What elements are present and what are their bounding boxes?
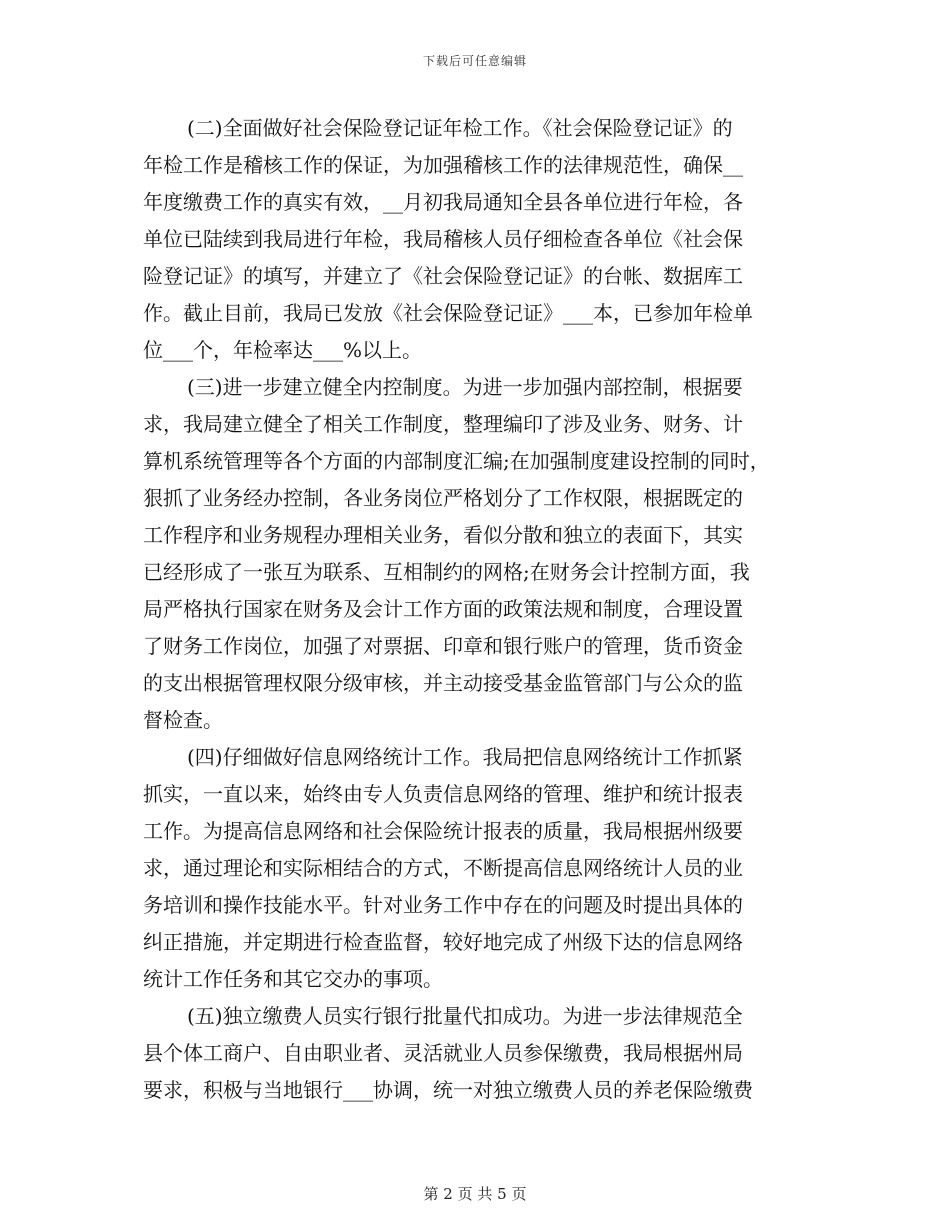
paragraph-line: 求，通过理论和实际相结合的方式，不断提高信息网络统计人员的业	[143, 856, 743, 880]
paragraph-first-line: (五)独立缴费人员实行银行批量代扣成功。为进一步法律规范全	[187, 1004, 743, 1028]
page-footer-pagination: 第 2 页 共 5 页	[423, 1185, 527, 1203]
paragraph-first-line: (二)全面做好社会保险登记证年检工作。《社会保险登记证》的	[187, 116, 733, 140]
paragraph-line: 的支出根据管理权限分级审核，并主动接受基金监管部门与公众的监	[143, 671, 743, 695]
paragraph-line: 了财务工作岗位，加强了对票据、印章和银行账户的管理，货币资金	[143, 634, 743, 658]
paragraph-line: 狠抓了业务经办控制，各业务岗位严格划分了工作权限，根据既定的	[143, 486, 743, 510]
paragraph-line: 算机系统管理等各个方面的内部制度汇编;在加强制度建设控制的同时，	[143, 449, 770, 473]
page-header: 下载后可任意编辑	[422, 54, 527, 68]
document-body	[143, 110, 803, 1109]
paragraph-line: 统计工作任务和其它交办的事项。	[143, 967, 443, 991]
paragraph-line: 工作程序和业务规程办理相关业务，看似分散和独立的表面下，其实	[143, 523, 743, 547]
paragraph-line: 年检工作是稽核工作的保证，为加强稽核工作的法律规范性，确保__	[143, 153, 743, 177]
paragraph-line: 年度缴费工作的真实有效，__月初我局通知全县各单位进行年检，各	[143, 190, 743, 214]
paragraph-line: 县个体工商户、自由职业者、灵活就业人员参保缴费，我局根据州局	[143, 1041, 743, 1065]
paragraph-first-line: (三)进一步建立健全内控制度。为进一步加强内部控制，根据要	[187, 375, 743, 399]
paragraph-line: 纠正措施，并定期进行检查监督，较好地完成了州级下达的信息网络	[143, 930, 743, 954]
paragraph-line: 单位已陆续到我局进行年检，我局稽核人员仔细检查各单位《社会保	[143, 227, 743, 251]
paragraph-line: 工作。为提高信息网络和社会保险统计报表的质量，我局根据州级要	[143, 819, 743, 843]
paragraph-line: 已经形成了一张互为联系、互相制约的网格;在财务会计控制方面，我	[143, 560, 750, 584]
paragraph-line: 作。截止目前，我局已发放《社会保险登记证》___本，已参加年检单	[143, 301, 753, 325]
paragraph-line: 务培训和操作技能水平。针对业务工作中存在的问题及时提出具体的	[143, 893, 743, 917]
paragraph-line: 险登记证》的填写，并建立了《社会保险登记证》的台帐、数据库工	[143, 264, 743, 288]
paragraph-line: 要求，积极与当地银行___协调，统一对独立缴费人员的养老保险缴费	[143, 1078, 753, 1102]
paragraph-line: 位___个，年检率达___%以上。	[143, 338, 423, 362]
paragraph-line: 抓实，一直以来，始终由专人负责信息网络的管理、维护和统计报表	[143, 782, 743, 806]
paragraph-first-line: (四)仔细做好信息网络统计工作。我局把信息网络统计工作抓紧	[187, 745, 743, 769]
paragraph-line: 督检查。	[143, 708, 223, 732]
paragraph-line: 局严格执行国家在财务及会计工作方面的政策法规和制度，合理设置	[143, 597, 743, 621]
paragraph-line: 求，我局建立健全了相关工作制度，整理编印了涉及业务、财务、计	[143, 412, 743, 436]
